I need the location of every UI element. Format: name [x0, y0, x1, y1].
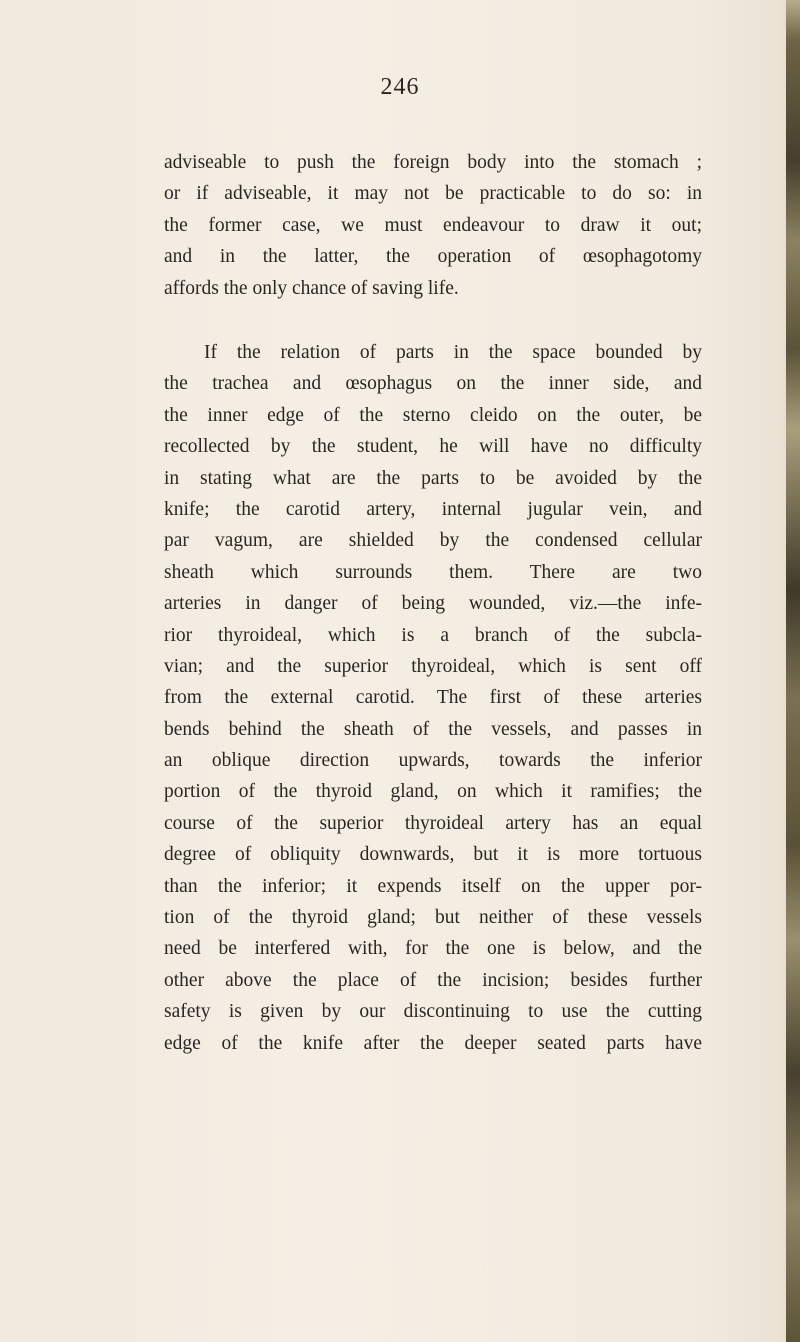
text-line: safety is given by our discontinuing to use the cutting	[164, 1001, 702, 1023]
page-number: 246	[380, 74, 420, 100]
text-line: recollected by the student, he will have no difficulty	[164, 436, 702, 458]
text-line: from the external carotid. The first of these arteries	[164, 687, 702, 709]
text-line: edge of the knife after the deeper seated parts have	[164, 1032, 702, 1054]
page-edge-shadow	[786, 0, 800, 1342]
text-line: bends behind the sheath of the vessels, and passes in	[164, 718, 702, 740]
text-line: adviseable to push the foreign body into the stomach ;	[164, 152, 702, 173]
text-line: par vagum, are shielded by the condensed cellular	[164, 530, 702, 552]
text-line: the inner edge of the sterno cleido on the outer, be	[164, 404, 702, 426]
text-line: other above the place of the incision; besides further	[164, 969, 702, 991]
text-line: degree of obliquity downwards, but it is more tortuous	[164, 844, 702, 866]
paragraph-2	[164, 337, 702, 1059]
text-line: course of the superior thyroideal artery has an equal	[164, 812, 702, 834]
text-line: affords the only chance of saving life.	[164, 277, 459, 299]
text-line: need be interfered with, for the one is below, and the	[164, 938, 702, 960]
text-line: and in the latter, the operation of œsophagotomy	[164, 246, 702, 268]
text-line: arteries in danger of being wounded, viz.—the infe-	[164, 593, 702, 615]
text-line: than the inferior; it expends itself on the upper por-	[164, 875, 702, 897]
text-line: tion of the thyroid gland; but neither of these vessels	[164, 907, 702, 929]
text-line: portion of the thyroid gland, on which it ramifies; the	[164, 781, 702, 803]
text-line: or if adviseable, it may not be practicable to do so: in	[164, 183, 702, 205]
text-line: rior thyroideal, which is a branch of the subcla-	[164, 624, 702, 646]
text-line: the former case, we must endeavour to draw it out;	[164, 214, 702, 236]
text-line: vian; and the superior thyroideal, which is sent off	[164, 655, 702, 677]
paragraph-1	[164, 147, 702, 304]
text-line: sheath which surrounds them. There are two	[164, 561, 702, 583]
text-line: the trachea and œsophagus on the inner side, and	[164, 373, 702, 395]
text-line: in stating what are the parts to be avoided by the	[164, 467, 702, 489]
text-line: knife; the carotid artery, internal jugular vein, and	[164, 498, 702, 520]
text-line: an oblique direction upwards, towards the inferior	[164, 750, 702, 772]
text-line: If the relation of parts in the space bounded by	[204, 342, 702, 363]
